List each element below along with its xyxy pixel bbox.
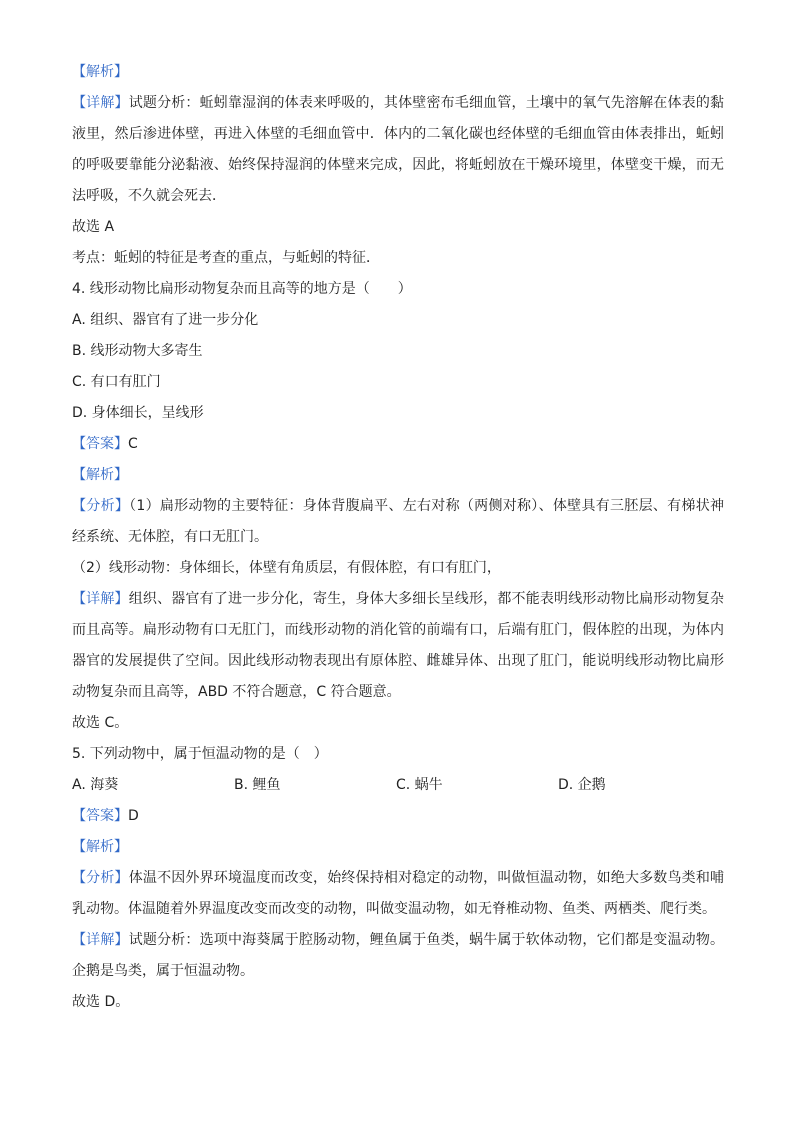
- detail-line: [72, 961, 724, 981]
- analysis-tag: [72, 465, 724, 485]
- choose-line: 故选 A: [72, 219, 115, 235]
- option-d: D. 身体细长，呈线形: [72, 405, 204, 421]
- choose-line: 故选 D。: [72, 994, 130, 1010]
- detail-line: [72, 124, 724, 144]
- analysis-line: [72, 527, 724, 547]
- detail-line: [72, 155, 724, 175]
- option-c: C. 蜗牛: [396, 777, 443, 793]
- tag-label: 【分析】: [72, 870, 129, 886]
- tag-label: 【详解】: [72, 591, 129, 607]
- detail-text: 液里，然后渗进体壁，再进入体壁的毛细血管中．体内的二氧化碳也经体壁的毛细血管由体表排出，蚯蚓: [72, 126, 724, 142]
- tag-label: 【解析】: [72, 64, 128, 80]
- detail-line: [72, 186, 724, 206]
- analysis-text: 经系统、无体腔，有口无肛门。: [72, 529, 268, 545]
- kaodian-line: 考点：蚯蚓的特征是考查的重点，与蚯蚓的特征．: [72, 250, 380, 266]
- detail-text: 动物复杂而且高等，ABD 不符合题意，C 符合题意。: [72, 684, 401, 700]
- option-c: C. 有口有肛门: [72, 374, 161, 390]
- analysis-text: 乳动物。体温随着外界温度改变而改变的动物，叫做变温动物，如无脊椎动物、鱼类、两栖类、爬行类。: [72, 901, 716, 917]
- tag-label: 【解析】: [72, 839, 128, 855]
- detail-text: 试题分析：蚯蚓靠湿润的体表来呼吸的，其体壁密布毛细血管，土壤中的氧气先溶解在体表的黏: [128, 95, 725, 111]
- detail-text: 器官的发展提供了空间。因此线形动物表现出有原体腔、雌雄异体、出现了肛门，能说明线形动物比扁形: [72, 653, 724, 669]
- option-a: A. 组织、器官有了进一步分化: [72, 312, 259, 328]
- analysis-line: [72, 868, 724, 888]
- detail-text: 的呼吸要靠能分泌黏液、始终保持湿润的体壁来完成，因此，将蚯蚓放在干燥环境里，体壁变干燥，而无: [72, 157, 724, 173]
- document-page: [72, 62, 724, 1012]
- question-5: 5. 下列动物中，属于恒温动物的是（ ）: [72, 746, 328, 762]
- question-4: 4. 线形动物比扁形动物复杂而且高等的地方是（ ）: [72, 281, 412, 297]
- answer-line: [72, 434, 724, 454]
- answer-value: C: [128, 436, 138, 452]
- analysis-line: [72, 899, 724, 919]
- detail-line: [72, 682, 724, 702]
- tag-label: 【分析】: [72, 498, 130, 514]
- detail-line: [72, 651, 724, 671]
- detail-text: 法呼吸，不久就会死去．: [72, 188, 226, 204]
- detail-line: [72, 930, 724, 950]
- tag-label: 【答案】: [72, 808, 128, 824]
- analysis-line: [72, 496, 724, 516]
- detail-line: [72, 93, 724, 113]
- analysis-text: 体温不因外界环境温度而改变，始终保持相对稳定的动物，叫做恒温动物，如绝大多数鸟类和哺: [128, 870, 725, 886]
- tag-label: 【详解】: [72, 95, 129, 111]
- analysis-text: （1）扁形动物的主要特征：身体背腹扁平、左右对称（两侧对称）、体壁具有三胚层、有梯状神: [129, 498, 725, 514]
- options-row: [72, 775, 724, 795]
- option-b: B. 鲤鱼: [234, 777, 281, 793]
- analysis-tag: [72, 837, 724, 857]
- detail-line: [72, 620, 724, 640]
- detail-text: 而且高等。扁形动物有口无肛门，而线形动物的消化管的前端有口，后端有肛门，假体腔的出现，为体内: [72, 622, 724, 638]
- analysis-tag: [72, 62, 724, 82]
- analysis-text: （2）线形动物：身体细长，体壁有角质层，有假体腔，有口有肛门，: [72, 560, 501, 576]
- detail-line: [72, 589, 724, 609]
- analysis-line: [72, 558, 724, 578]
- detail-text: 试题分析：选项中海葵属于腔肠动物，鲤鱼属于鱼类，蜗牛属于软体动物，它们都是变温动物。: [128, 932, 725, 948]
- choose-line: 故选 C。: [72, 715, 129, 731]
- tag-label: 【解析】: [72, 467, 128, 483]
- tag-label: 【详解】: [72, 932, 129, 948]
- detail-text: 组织、器官有了进一步分化，寄生，身体大多细长呈线形，都不能表明线形动物比扁形动物复杂: [128, 591, 725, 607]
- answer-value: D: [128, 808, 139, 824]
- tag-label: 【答案】: [72, 436, 128, 452]
- option-b: B. 线形动物大多寄生: [72, 343, 203, 359]
- answer-line: [72, 806, 724, 826]
- option-a: A. 海葵: [72, 777, 119, 793]
- detail-text: 企鹅是鸟类，属于恒温动物。: [72, 963, 254, 979]
- option-d: D. 企鹅: [558, 777, 606, 793]
